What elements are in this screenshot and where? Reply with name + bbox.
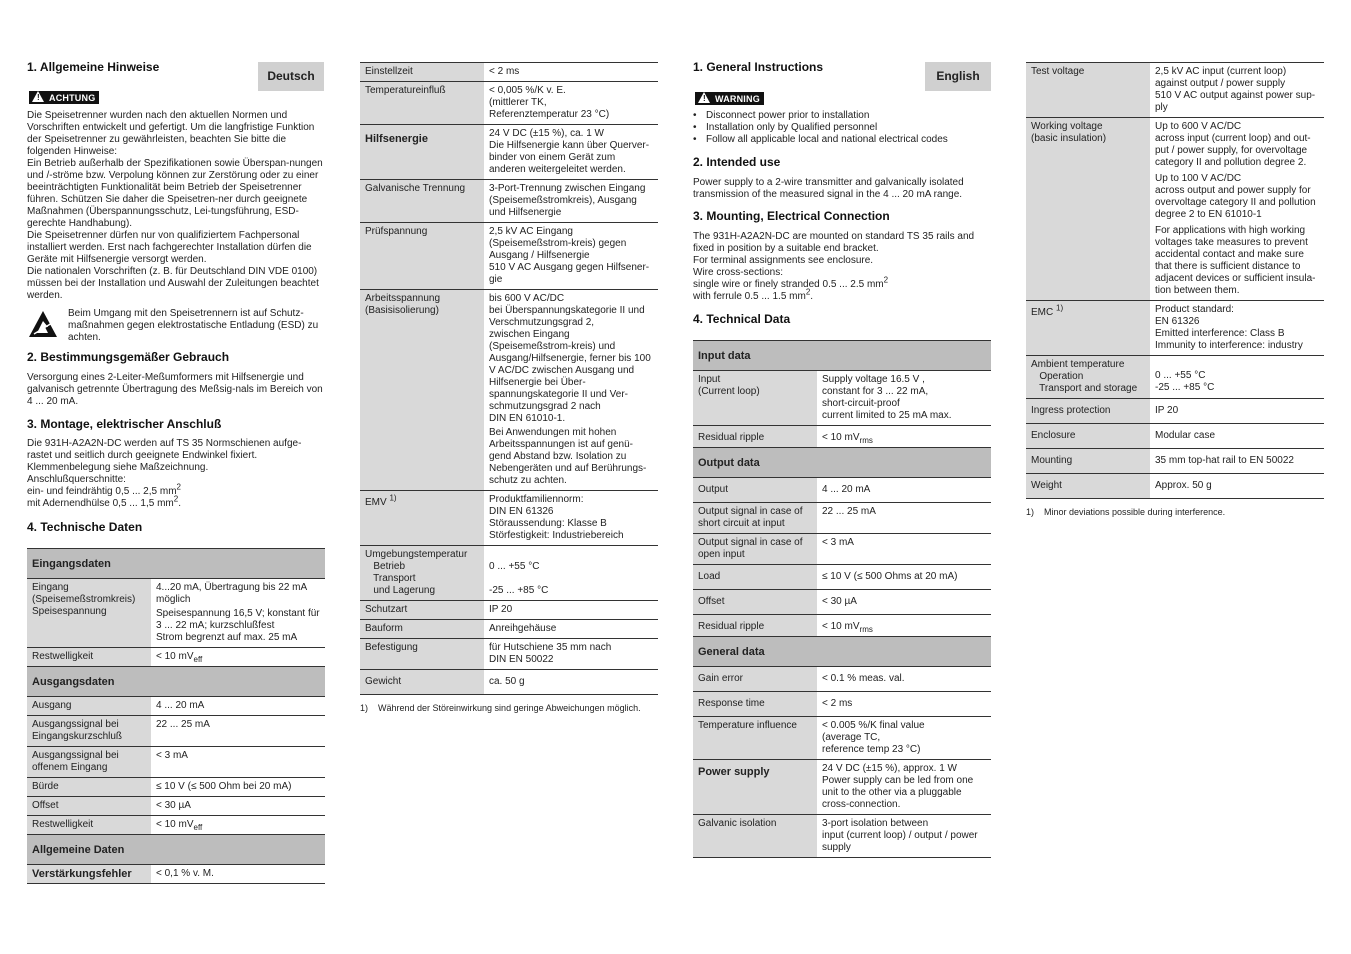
row-label: Bauform [360, 620, 484, 639]
row-value: 3-port isolation between input (current loop) / output / power supply [817, 815, 991, 858]
row-label: Gewicht [360, 670, 484, 695]
row-label: Response time [693, 692, 817, 717]
table-header: General data [693, 637, 991, 667]
row-value: 4 ... 20 mA [817, 478, 991, 503]
row-value: 22 ... 25 mA [151, 716, 325, 747]
table-row [360, 620, 658, 639]
row-value: < 0,005 %/K v. E. (mittlerer TK, Referenztemperatur 23 °C) [484, 82, 658, 125]
row-label: Bürde [27, 778, 151, 797]
row-value: ≤ 10 V (≤ 500 Ohm bei 20 mA) [151, 778, 325, 797]
row-value: bis 600 V AC/DC bei Überspannungskategorie II und Verschmutzungsgrad 2, zwischen Eingang (Speisemeßstrom-kreis) und Ausgang/Hilfsenergie, ferner bis 100 V AC/DC zwischen Ausgang und Hilfsenergie bei Über-spannungskategorie II und Ver-schmutzungsgrad 2 nach DIN EN 61010-1. Bei Anwendungen mit hohen Arbeitsspannungen ist auf genü-gend Abstand bzw. Isolation zu Nebengeräten und auf Berührungs-schutz zu achten. [484, 290, 658, 491]
row-label: Enclosure [1026, 424, 1150, 449]
table-row [693, 371, 991, 426]
row-label: Ausgangssignal bei offenem Eingang [27, 747, 151, 778]
warning-badge [29, 91, 99, 105]
row-value: für Hutschiene 35 mm nach DIN EN 50022 [484, 639, 658, 670]
table-row [693, 760, 991, 815]
row-value: IP 20 [484, 601, 658, 620]
wire-size-line: single wire or finely stranded 0.5 ... 2.5 $mm^2$ [693, 275, 889, 290]
table-row [27, 778, 325, 797]
row-value: Up to 600 V AC/DC across input (current loop) and out-put / power supply, for overvoltage category II and pollution degree 2. Up to 100 V AC/DC across output and power supply for overvoltage category II and pollution degree 2 to EN 61010-1 For applications with high working voltages take measures to prevent accidental contact and make sure that there is sufficient distance to adjacent devices or sufficient insula-tion between them. [1150, 118, 1324, 301]
paragraph: Die nationalen Vorschriften (z. B. für Deutschland DIN VDE 0100) müssen bei der Installation und Auswahl der Zuleitungen beachtet werden. [27, 266, 319, 301]
row-value: Modular case [1150, 424, 1324, 449]
table-row [693, 717, 991, 760]
table-header: Input data [693, 341, 991, 371]
language-badge: Deutsch [258, 62, 324, 91]
esd-icon [28, 309, 58, 339]
row-value: ca. 50 g [484, 670, 658, 695]
table-header: Output data [693, 448, 991, 478]
paragraph: Klemmenbelegung siehe Maßzeichnung. [27, 462, 209, 473]
mounting-text [27, 438, 325, 510]
row-value: < 10 $mV_{eff}$ [151, 816, 325, 835]
esd-text: Beim Umgang mit den Speisetrennern ist auf Schutz-maßnahmen gegen elektrostatische Entladung (ESD) zu achten. [68, 308, 319, 343]
row-label: Ambient temperature Operation Transport and storage [1026, 356, 1150, 399]
language-badge: English [925, 62, 991, 91]
table-row [360, 125, 658, 180]
technical-data-table-en-cont [1026, 62, 1324, 518]
table-row [693, 534, 991, 565]
row-label: Galvanische Trennung [360, 180, 484, 223]
row-label: Power supply [693, 760, 817, 815]
section-title: 1. Allgemeine Hinweise [27, 60, 160, 74]
table-row [360, 63, 658, 82]
table-row [693, 692, 991, 717]
row-value: 3-Port-Trennung zwischen Eingang (Speisemeßstromkreis), Ausgang und Hilfsenergie [484, 180, 658, 223]
wire-size-line: mit Adernendhülse 0,5 ... 1,5 $mm^2$. [27, 494, 181, 509]
row-value: < 2 ms [484, 63, 658, 82]
table-row [360, 491, 658, 546]
warning-label: ACHTUNG [49, 93, 96, 103]
row-label: Restwelligkeit [27, 816, 151, 835]
row-label: Ingress protection [1026, 399, 1150, 424]
table-row [693, 426, 991, 448]
technical-data-table-de [27, 548, 325, 884]
table-header: Eingangsdaten [27, 549, 325, 579]
table-row [27, 716, 325, 747]
row-label: Gain error [693, 667, 817, 692]
row-value: < 3 mA [817, 534, 991, 565]
table-row [1026, 63, 1324, 118]
table-row [693, 667, 991, 692]
row-label: Temperature influence [693, 717, 817, 760]
row-value: 0 ... +55 °C -25 ... +85 °C [484, 546, 658, 601]
row-label: Arbeitsspannung (Basisisolierung) [360, 290, 484, 491]
table-header: Ausgangsdaten [27, 667, 325, 697]
row-label: Output signal in case of short circuit at input [693, 503, 817, 534]
row-label: Offset [693, 590, 817, 615]
row-label: Input (Current loop) [693, 371, 817, 426]
row-label: Residual ripple [693, 615, 817, 637]
table-row [360, 180, 658, 223]
row-value: < 10 $mV_{eff}$ [151, 648, 325, 667]
warning-icon: ! [32, 91, 44, 102]
list-item: • Disconnect power prior to installation [693, 110, 991, 122]
paragraph: Die Speisetrenner wurden nach den aktuellen Normen und Vorschriften entwickelt und gefertigt. Um die langfristige Funktion der Speisetrenner zu gewährleisten, beachten Sie bitte die folgenden Hinweise: [27, 110, 315, 157]
row-value: Approx. 50 g [1150, 474, 1324, 499]
paragraph: The 931H-A2A2N-DC are mounted on standard TS 35 rails and fixed in position by a suitable end bracket. For terminal assignments see enclosure. Wire cross-sections: [693, 231, 975, 278]
warning-list [693, 110, 991, 146]
row-label: Mounting [1026, 449, 1150, 474]
warning-icon: ! [698, 92, 710, 103]
wire-size-line: ein- und feindrähtig 0,5 ... 2,5 $mm^2$ [27, 482, 181, 497]
footnote: 1) Minor deviations possible during interference. [1026, 507, 1226, 517]
row-value: < 3 mA [151, 747, 325, 778]
table-row [360, 670, 658, 695]
technical-data-table-en [693, 340, 991, 858]
paragraph: Die 931H-A2A2N-DC werden auf TS 35 Normschienen aufge-rastet und seitlich durch geeignete Endwinkel fixiert. [27, 438, 302, 461]
row-value: 22 ... 25 mA [817, 503, 991, 534]
row-label: Prüfspannung [360, 223, 484, 290]
table-row [1026, 399, 1324, 424]
row-label: Working voltage (basic insulation) [1026, 118, 1150, 301]
row-label: Galvanic isolation [693, 815, 817, 858]
row-label: Einstellzeit [360, 63, 484, 82]
table-row [27, 747, 325, 778]
row-value: < 0.005 %/K final value (average TC, reference temp 23 °C) [817, 717, 991, 760]
row-label: Hilfsenergie [360, 125, 484, 180]
row-label: Ausgang [27, 697, 151, 716]
row-value: 35 mm top-hat rail to EN 50022 [1150, 449, 1324, 474]
intended-use-text: Power supply to a 2-wire transmitter and galvanically isolated transmission of the measured signal in the 4 ... 20 mA range. [693, 177, 964, 200]
row-value: < 2 ms [817, 692, 991, 717]
warning-label: WARNING [715, 94, 760, 104]
row-label: Residual ripple [693, 426, 817, 448]
row-label: Eingang (Speisemeßstromkreis) Speisespannung [27, 579, 151, 648]
table-row [693, 565, 991, 590]
row-value: < 10 $mV_{rms}$ [817, 615, 991, 637]
intended-use-text: Versorgung eines 2-Leiter-Meßumformers mit Hilfsenergie und galvanisch getrennte Übertragung des Meßsig-nals im Bereich von 4 ... 20 mA. [27, 372, 323, 407]
row-label: Umgebungstemperatur Betrieb Transport und Lagerung [360, 546, 484, 601]
table-row [1026, 424, 1324, 449]
table-row [27, 648, 325, 667]
table-row [693, 478, 991, 503]
row-label: Offset [27, 797, 151, 816]
warning-badge [695, 92, 764, 106]
row-value: Produktfamiliennorm: DIN EN 61326 Störaussendung: Klasse B Störfestigkeit: Industriebereich [484, 491, 658, 546]
row-label: Restwelligkeit [27, 648, 151, 667]
row-label: Output signal in case of open input [693, 534, 817, 565]
table-row [360, 601, 658, 620]
table-row [693, 815, 991, 858]
row-label: Befestigung [360, 639, 484, 670]
table-row [1026, 301, 1324, 356]
table-row [693, 590, 991, 615]
row-value: Supply voltage 16.5 V , constant for 3 ... 22 mA, short-circuit-proof current limited to 25 mA max. [817, 371, 991, 426]
esd-note [27, 308, 325, 344]
row-value: < 10 $mV_{rms}$ [817, 426, 991, 448]
table-row [360, 290, 658, 491]
row-value: 4...20 mA, Übertragung bis 22 mA möglich Speisespannung 16,5 V; konstant für 3 ... 22 mA; kurzschlußfest Strom begrenzt auf max. 25 mA [151, 579, 325, 648]
paragraph: Anschlußquerschnitte: [27, 474, 126, 485]
row-value: ≤ 10 V (≤ 500 Ohms at 20 mA) [817, 565, 991, 590]
row-value: 24 V DC (±15 %), ca. 1 W Die Hilfsenergie kann über Querver-binder von einem Gerät zum anderen weitergeleitet werden. [484, 125, 658, 180]
section-title: 1. General Instructions [693, 60, 824, 74]
row-value: 24 V DC (±15 %), approx. 1 W Power supply can be led from one unit to the other via a pluggable cross-connection. [817, 760, 991, 815]
table-row [1026, 118, 1324, 301]
row-value: 4 ... 20 mA [151, 697, 325, 716]
section-title: 4. Technische Daten [27, 520, 143, 534]
row-label: Weight [1026, 474, 1150, 499]
table-row [1026, 449, 1324, 474]
mounting-text [693, 231, 991, 303]
table-row [693, 615, 991, 637]
list-item: • Installation only by Qualified personnel [693, 122, 991, 134]
table-row [693, 503, 991, 534]
row-label: Ausgangssignal bei Eingangskurzschluß [27, 716, 151, 747]
table-row [27, 865, 325, 884]
row-value: < 0.1 % meas. val. [817, 667, 991, 692]
table-header: Allgemeine Daten [27, 835, 325, 865]
row-label: EMV $^{1)}$ [360, 491, 484, 546]
row-value: 0 ... +55 °C -25 ... +85 °C [1150, 356, 1324, 399]
paragraph: Ein Betrieb außerhalb der Spezifikationen sowie Überspan-nungen und /-ströme bzw. Verpolung können zur Zerstörung oder zu einer beeinträchtigten Funktionalität beim Betrieb der Speisetrenner führen. Schützen Sie daher die Speisetren-ner durch geeignete Maßnahmen (Überspannungsschutz, Lei-tungsführung, ESD-gerechte Handhabung). [27, 158, 323, 229]
footnote: 1) Während der Störeinwirkung sind geringe Abweichungen möglich. [360, 703, 641, 713]
row-value: < 30 µA [817, 590, 991, 615]
row-value: < 0,1 % v. M. [151, 865, 325, 884]
list-item: • Follow all applicable local and national electrical codes [693, 134, 991, 146]
row-label: Output [693, 478, 817, 503]
row-value: Anreihgehäuse [484, 620, 658, 639]
table-row [360, 82, 658, 125]
section-title: 4. Technical Data [693, 312, 791, 326]
row-label: Load [693, 565, 817, 590]
wire-size-line: with ferrule 0.5 ... 1.5 $mm^2$. [693, 287, 814, 302]
table-row [27, 816, 325, 835]
row-label: EMC $^{1)}$ [1026, 301, 1150, 356]
table-row [1026, 356, 1324, 399]
table-row [27, 579, 325, 648]
section-title: 2. Intended use [693, 155, 781, 169]
row-value: 2,5 kV AC Eingang (Speisemeßstrom-kreis) gegen Ausgang / Hilfsenergie 510 V AC Ausgang gegen Hilfsener-gie [484, 223, 658, 290]
row-value: < 30 µA [151, 797, 325, 816]
row-label: Verstärkungsfehler [27, 865, 151, 884]
paragraph: Die Speisetrenner dürfen nur von qualifiziertem Fachpersonal installiert werden. Erst nach fachgerechter Installation dürfen die Geräte mit Hilfsenergie versorgt werden. [27, 230, 312, 265]
general-notes-text [27, 110, 325, 302]
table-row [360, 223, 658, 290]
row-label: Test voltage [1026, 63, 1150, 118]
table-row [1026, 474, 1324, 499]
row-value: IP 20 [1150, 399, 1324, 424]
row-label: Temperatureinfluß [360, 82, 484, 125]
section-title: 3. Montage, elektrischer Anschluß [27, 417, 222, 431]
section-title: 2. Bestimmungsgemäßer Gebrauch [27, 350, 230, 364]
technical-data-table-de-cont [360, 62, 658, 714]
section-title: 3. Mounting, Electrical Connection [693, 209, 890, 223]
table-row [27, 697, 325, 716]
table-row [360, 546, 658, 601]
table-row [360, 639, 658, 670]
row-label: Schutzart [360, 601, 484, 620]
table-row [27, 797, 325, 816]
row-value: Product standard: EN 61326 Emitted interference: Class B Immunity to interference: industry [1150, 301, 1324, 356]
row-value: 2,5 kV AC input (current loop) against output / power supply 510 V AC output against power sup-ply [1150, 63, 1324, 118]
